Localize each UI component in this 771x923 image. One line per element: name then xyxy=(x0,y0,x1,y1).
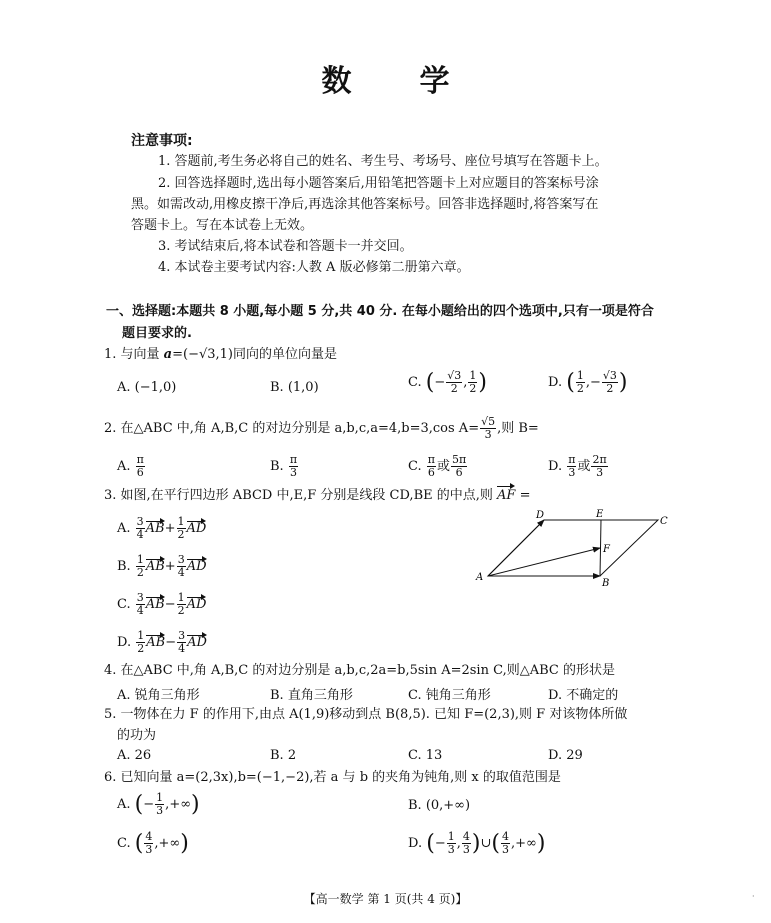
q6-option-c: C. ( $\frac{4}{3}$ ,+∞) xyxy=(117,830,189,856)
label-d: D xyxy=(536,510,545,521)
question-5-stem: 5. 一物体在力 F 的作用下,由点 A(1,9)移动到点 B(8,5). 已知 F=(2,3),则 F 对该物体所做 xyxy=(104,707,628,722)
q4-option-a: A. 锐角三角形 xyxy=(117,688,200,703)
segment-be xyxy=(600,520,601,576)
q5-option-a: A. 26 xyxy=(117,748,152,763)
q5-option-c: C. 13 xyxy=(408,748,443,763)
q3-option-a: A. $\frac{3}{4}$ AB+ $\frac{1}{2}$ AD xyxy=(117,515,207,541)
page-title: 数学 xyxy=(321,64,518,99)
label-b: B xyxy=(602,578,610,589)
page-footer: 【高一数学 第 1 页(共 4 页)】 xyxy=(303,892,468,906)
question-5-stem-cont: 的功为 xyxy=(117,728,157,743)
q5-option-d: D. 29 xyxy=(548,748,583,763)
question-6-stem: 6. 已知向量 a=(2,3x),b=(−1,−2),若 a 与 b 的夹角为钝角,则 x 的取值范围是 xyxy=(104,770,561,785)
q1-option-b: B. (1,0) xyxy=(270,380,319,395)
label-e: E xyxy=(596,509,604,520)
q1-option-a: A. (−1,0) xyxy=(117,380,177,395)
parallelogram-figure xyxy=(470,506,680,592)
q6-option-b: B. (0,+∞) xyxy=(408,798,471,813)
vector-af xyxy=(488,548,600,576)
notice-item-3: 3. 考试结束后,将本试卷和答题卡一并交回。 xyxy=(158,239,413,254)
q1-option-c: C. (− $\frac{√3}{2}$ , $\frac{1}{2}$ ) xyxy=(408,369,488,395)
label-a: A xyxy=(476,572,484,583)
question-1-stem: 1. 与向量 a=(−√3,1)同向的单位向量是 xyxy=(104,347,337,362)
q5-option-b: B. 2 xyxy=(270,748,297,763)
q4-option-b: B. 直角三角形 xyxy=(270,688,353,703)
q3-option-b: B. $\frac{1}{2}$ AB+ $\frac{3}{4}$ AD xyxy=(117,553,207,579)
question-3-stem: 3. 如图,在平行四边形 ABCD 中,E,F 分别是线段 CD,BE 的中点,则 AF = xyxy=(104,486,530,506)
notice-item-4: 4. 本试卷主要考试内容:人教 A 版必修第二册第六章。 xyxy=(158,260,470,275)
q2-option-a: A. $\frac{\pi}{6}$ xyxy=(117,453,144,479)
notice-item-2-cont2: 答题卡上。写在本试卷上无效。 xyxy=(131,218,314,233)
label-c: C xyxy=(660,516,668,527)
label-f: F xyxy=(603,544,610,555)
corner-mark: · xyxy=(752,892,755,901)
notice-heading: 注意事项: xyxy=(131,133,193,149)
q3-option-d: D. $\frac{1}{2}$ AB− $\frac{3}{4}$ AD xyxy=(117,629,207,655)
notice-item-1: 1. 答题前,考生务必将自己的姓名、考生号、考场号、座位号填写在答题卡上。 xyxy=(158,154,608,169)
notice-item-2-cont: 黑。如需改动,用橡皮擦干净后,再选涂其他答案标号。回答非选择题时,将答案写在 xyxy=(131,197,599,212)
q6-option-a: A. (− $\frac{1}{3}$ ,+∞) xyxy=(117,791,200,817)
q1-option-d: D. ( $\frac{1}{2}$ ,− $\frac{√3}{2}$ ) xyxy=(548,369,628,395)
section-heading: 一、选择题:本题共 8 小题,每小题 5 分,共 40 分. 在每小题给出的四个选项中,只有一项是符合 xyxy=(106,304,654,319)
parallelogram-abcd xyxy=(488,520,658,576)
q6-option-d: D. (− $\frac{1}{3}$ , $\frac{4}{3}$ )∪( $\frac{4}{3}$ ,+∞) xyxy=(408,830,546,856)
q2-option-b: B. $\frac{\pi}{3}$ xyxy=(270,453,298,479)
notice-item-2: 2. 回答选择题时,选出每小题答案后,用铅笔把答题卡上对应题目的答案标号涂 xyxy=(158,176,599,191)
q4-option-c: C. 钝角三角形 xyxy=(408,688,491,703)
vector-ad xyxy=(488,520,544,576)
q2-option-c: C. $\frac{\pi}{6}$ 或 $\frac{5\pi}{6}$ xyxy=(408,453,467,479)
section-heading-cont: 题目要求的. xyxy=(122,326,192,341)
q2-option-d: D. $\frac{\pi}{3}$ 或 $\frac{2\pi}{3}$ xyxy=(548,453,607,479)
question-4-stem: 4. 在△ABC 中,角 A,B,C 的对边分别是 a,b,c,2a=b,5sin A=2sin C,则△ABC 的形状是 xyxy=(104,663,615,678)
question-2-stem: 2. 在△ABC 中,角 A,B,C 的对边分别是 a,b,c,a=4,b=3,cos A= $\frac{√5}{3}$ ,则 B= xyxy=(104,415,539,441)
q3-option-c: C. $\frac{3}{4}$ AB− $\frac{1}{2}$ AD xyxy=(117,591,207,617)
q4-option-d: D. 不确定的 xyxy=(548,688,619,703)
